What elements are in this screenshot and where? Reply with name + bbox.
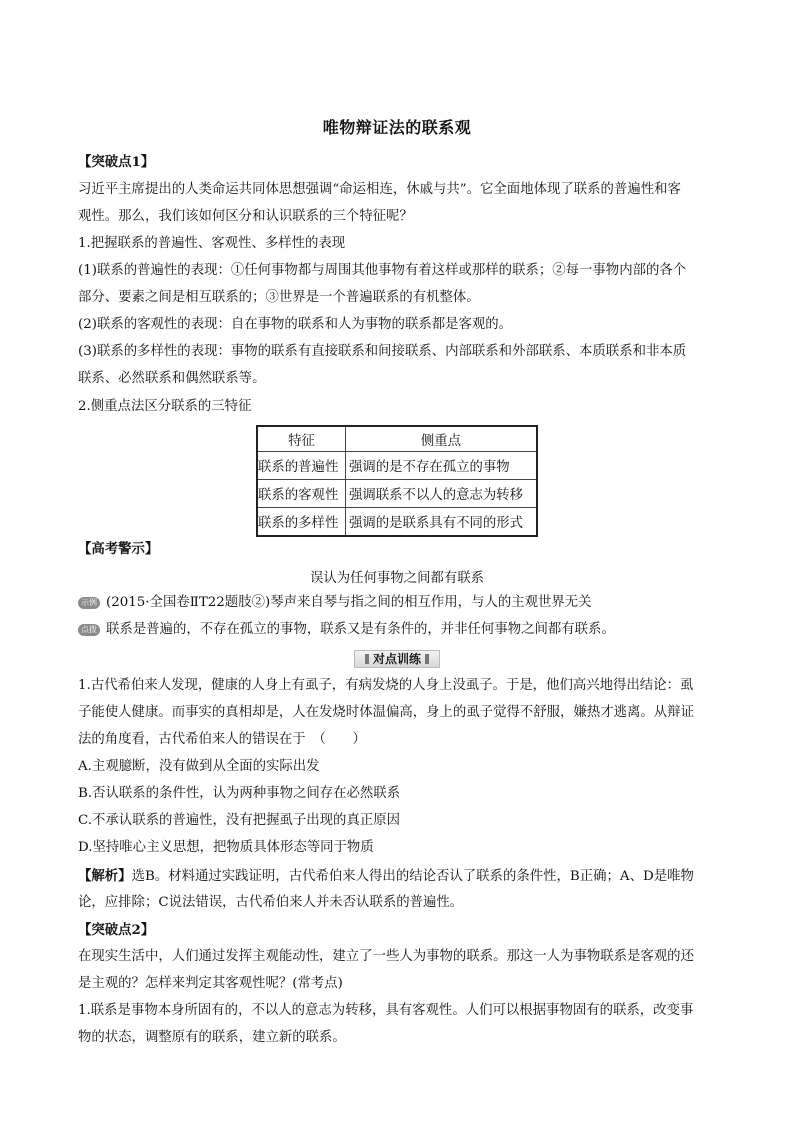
table-row	[257, 508, 537, 537]
section1-intro-line1: 习近平主席提出的人类命运共同体思想强调“命运相连，休戚与共”。它全面地体现了联系的普遍性和客	[78, 182, 681, 197]
section1-label: 【突破点1】	[78, 154, 155, 170]
question1-line1: 1.古代希伯来人发现，健康的人身上有虱子，有病发烧的人身上没虱子。于是，他们高兴地得出结论：虱	[78, 678, 694, 693]
table-cell: 联系的普遍性	[257, 452, 346, 480]
warning-point	[78, 621, 718, 639]
banner-edge-icon	[425, 654, 429, 664]
banner-edge-icon	[365, 654, 369, 664]
section1-intro-line2: 观性。那么，我们该如何区分和认识联系的三个特征呢？	[78, 209, 413, 224]
section2-intro-line1: 在现实生活中，人们通过发挥主观能动性，建立了一些人为事物的联系。那这一人为事物联系是客观的还	[78, 949, 694, 964]
table-cell: 联系的多样性	[257, 508, 346, 537]
section1-p1-a1: (1)联系的普遍性的表现：①任何事物都与周围其他事物有着这样或那样的联系；②每一事物内部的各个	[78, 263, 687, 278]
table-header-row	[257, 426, 537, 452]
table-cell: 联系的客观性	[257, 480, 346, 508]
point-tag: 点拨	[78, 624, 100, 636]
option-c: C.不承认联系的普遍性，没有把握虱子出现的真正原因	[78, 813, 401, 828]
answer-text: 选B。材料通过实践证明，古代希伯来人得出的结论否认了联系的条件性，B正确；A、D是唯物	[131, 869, 694, 884]
section2-label: 【突破点2】	[78, 922, 155, 938]
section1-p1-a2: 部分、要素之间是相互联系的；③世界是一个普遍联系的有机整体。	[78, 290, 480, 305]
page-title: 唯物辩证法的联系观	[322, 118, 472, 137]
section1-p2-heading: 2.侧重点法区分联系的三特征	[78, 399, 252, 414]
option-d: D.坚持唯心主义思想，把物质具体形态等同于物质	[78, 840, 374, 855]
section2-p1-line1: 1.联系是事物本身所固有的，不以人的意志为转移，具有客观性。人们可以根据事物固有的联系，改变事	[78, 1003, 694, 1018]
warning-subtitle: 误认为任何事物之间都有联系	[309, 571, 485, 586]
example-text: (2015·全国卷ⅡT22题肢②)琴声来自琴与指之间的相互作用，与人的主观世界无关	[106, 595, 592, 610]
question1-line3: 法的角度看，古代希伯来人的错误在于 （ ）	[78, 732, 366, 747]
section2-intro-line2: 是主观的？怎样来判定其客观性呢？(常考点)	[78, 976, 343, 991]
training-banner	[354, 650, 440, 668]
option-a: A.主观臆断，没有做到从全面的实际出发	[78, 759, 320, 774]
point-text: 联系是普遍的，不存在孤立的事物，联系又是有条件的，并非任何事物之间都有联系。	[106, 622, 615, 637]
table-header-cell: 特征	[257, 426, 346, 452]
section1-p1-c1: (3)联系的多样性的表现：事物的联系有直接联系和间接联系、内部联系和外部联系、本质联系和非本质	[78, 344, 687, 359]
features-table	[256, 425, 538, 537]
table-cell: 强调联系不以人的意志为转移	[346, 480, 538, 508]
training-banner-text: 对点训练	[372, 652, 421, 666]
answer-label: 【解析】	[78, 868, 132, 884]
warning-label: 【高考警示】	[78, 541, 159, 557]
section1-p1-c2: 联系、必然联系和偶然联系等。	[78, 371, 266, 386]
answer-line1	[78, 867, 718, 886]
option-b: B.否认联系的条件性，认为两种事物之间存在必然联系	[78, 786, 401, 801]
table-row	[257, 480, 537, 508]
table-cell: 强调的是不存在孤立的事物	[346, 452, 538, 480]
warning-example	[78, 594, 718, 612]
answer-line2: 论，应排除；C说法错误，古代希伯来人并未否认联系的普遍性。	[78, 895, 464, 910]
example-tag: 示例	[78, 597, 100, 609]
table-header-cell: 侧重点	[346, 426, 538, 452]
section1-p1-b: (2)联系的客观性的表现：自在事物的联系和人为事物的联系都是客观的。	[78, 317, 513, 332]
section2-p1-line2: 物的状态，调整原有的联系，建立新的联系。	[78, 1030, 346, 1045]
table-row	[257, 452, 537, 480]
question1-line2: 子能使人健康。而事实的真相却是，人在发烧时体温偏高，身上的虱子觉得不舒服，嫌热才逃离。从辩证	[78, 705, 694, 720]
table-cell: 强调的是联系具有不同的形式	[346, 508, 538, 537]
section1-p1-heading: 1.把握联系的普遍性、客观性、多样性的表现	[78, 236, 346, 251]
